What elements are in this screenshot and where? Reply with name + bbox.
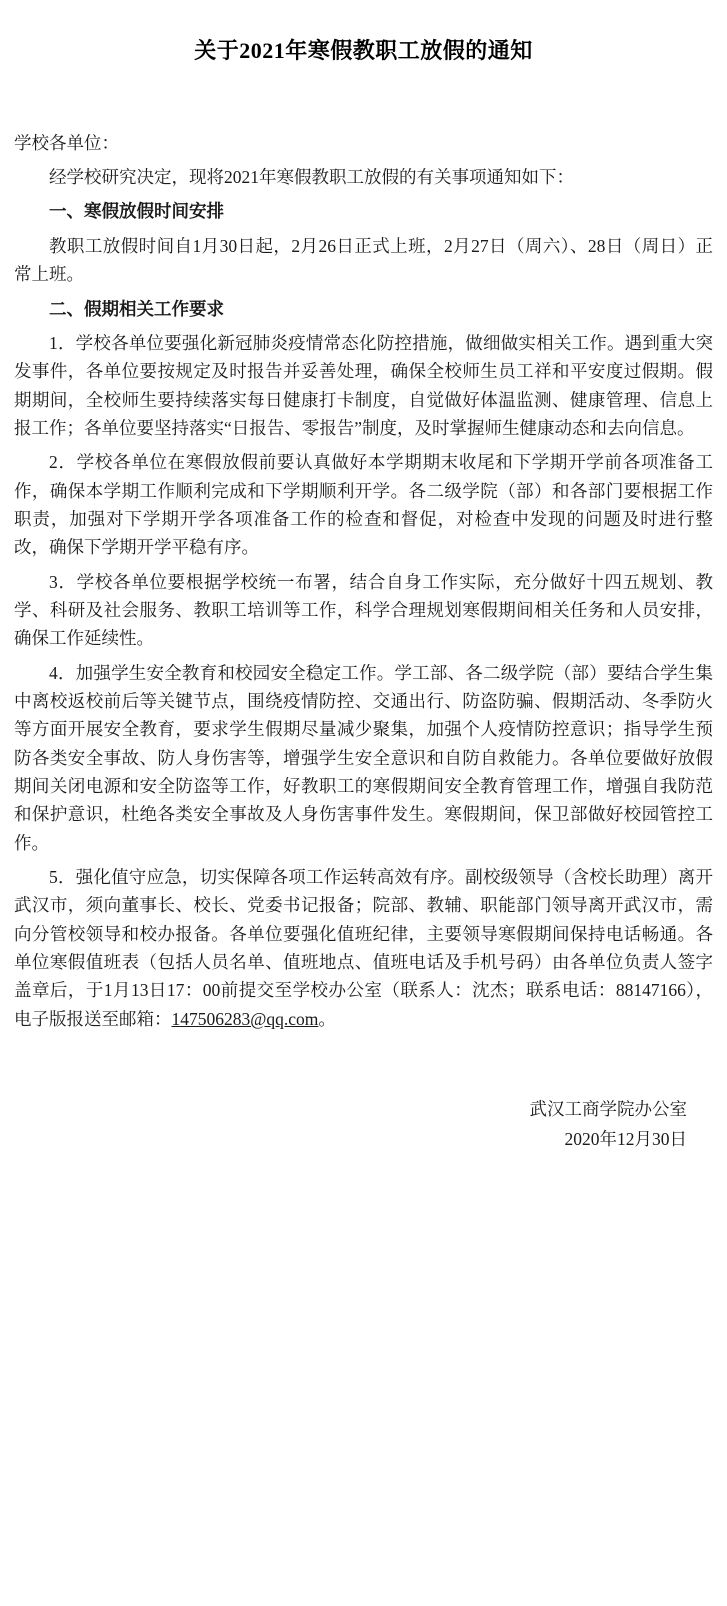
page-title: 关于2021年寒假教职工放假的通知: [194, 38, 533, 63]
section-1-heading: 一、寒假放假时间安排: [49, 201, 224, 222]
signature-organization: 武汉工商学院办公室: [529, 1099, 687, 1120]
requirement-item-2: 2．学校各单位在寒假放假前要认真做好本学期期末收尾和下学期开学前各项准备工作，确保本学期工作顺利完成和下学期顺利开学。各二级学院（部）和各部门要根据工作职责，加强对下学期开学各项准备工作的检查和督促，对检查中发现的问题及时进行整改，确保下学期开学平稳有序。: [14, 452, 713, 558]
requirement-item-1: 1．学校各单位要强化新冠肺炎疫情常态化防控措施，做细做实相关工作。遇到重大突发事件，各单位要按规定及时报告并妥善处理，确保全校师生员工祥和平安度过假期。假期期间，全校师生要持续落实每日健康打卡制度，自觉做好体温监测、健康管理、信息上报工作；各单位要坚持落实“日报告、零报告”制度，及时掌握师生健康动态和去向信息。: [14, 332, 713, 438]
section-1-body: 教职工放假时间自1月30日起，2月26日正式上班，2月27日（周六）、28日（周日）正常上班。: [14, 235, 713, 285]
section-2-heading: 二、假期相关工作要求: [49, 298, 224, 319]
salutation: 学校各单位：: [14, 132, 119, 153]
requirement-item-5-text: 5．强化值守应急，切实保障各项工作运转高效有序。副校级领导（含校长助理）离开武汉市，须向董事长、校长、党委书记报备；院部、教辅、职能部门领导离开武汉市，需向分管校领导和校办报备。各单位要强化值班纪律，主要领导寒假期间保持电话畅通。各单位寒假值班表（包括人员名单、值班地点、值班电话及手机号码）由各单位负责人签字盖章后，于1月13日17：00前提交至学校办公室（联系人：沈杰；联系电话：88147166），电子版报送至邮箱：: [14, 867, 713, 1029]
intro-paragraph: 经学校研究决定，现将2021年寒假教职工放假的有关事项通知如下：: [49, 167, 574, 188]
signature-block: [14, 1095, 713, 1154]
requirement-item-5: [14, 863, 713, 1033]
contact-email-link[interactable]: 147506283@qq.com: [171, 1008, 319, 1029]
requirement-item-4: 4．加强学生安全教育和校园安全稳定工作。学工部、各二级学院（部）要结合学生集中离校返校前后等关键节点，围绕疫情防控、交通出行、防盗防骗、假期活动、冬季防火等方面开展安全教育，要求学生假期尽量减少聚集，加强个人疫情防控意识；指导学生预防各类安全事故、防人身伤害等，增强学生安全意识和自防自救能力。各单位要做好放假期间关闭电源和安全防盗等工作，好教职工的寒假期间安全教育管理工作，增强自我防范和保护意识，杜绝各类安全事故及人身伤害事件发生。寒假期间，保卫部做好校园管控工作。: [14, 662, 713, 853]
requirement-item-3: 3．学校各单位要根据学校统一布署，结合自身工作实际，充分做好十四五规划、教学、科研及社会服务、教职工培训等工作，科学合理规划寒假期间相关任务和人员安排，确保工作延续性。: [14, 571, 713, 649]
signature-date: 2020年12月30日: [564, 1129, 687, 1150]
requirement-item-5-suffix: 。: [318, 1008, 336, 1029]
